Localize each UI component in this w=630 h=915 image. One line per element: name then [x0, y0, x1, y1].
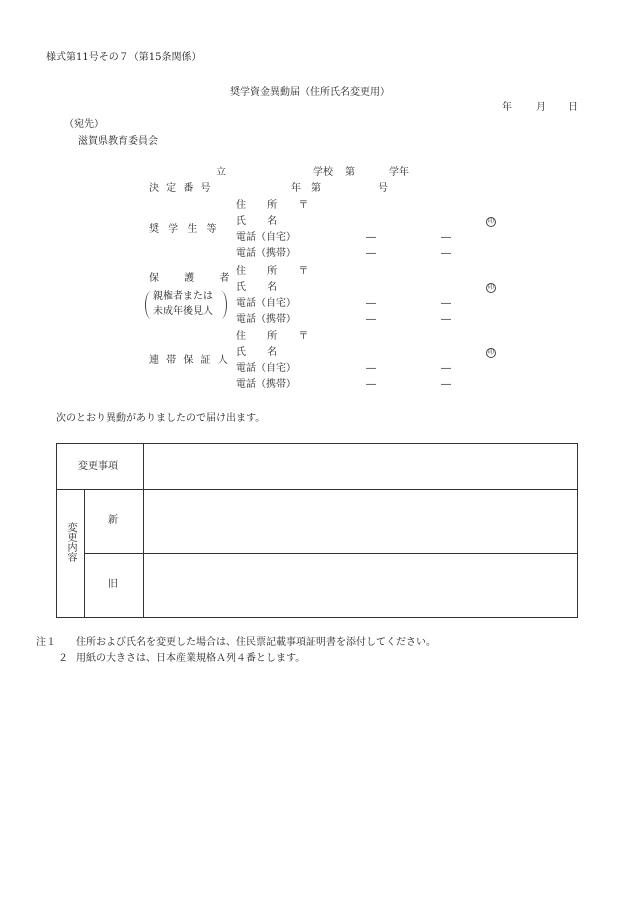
guardian-note-2: 未成年後見人 — [153, 306, 213, 317]
row-divider — [84, 553, 577, 554]
student-section-label: 奨 学 生 等 — [149, 224, 220, 235]
nen-label: 年 — [291, 183, 301, 194]
guardian-phone-home-label: 電話（自宅） — [236, 298, 296, 309]
dai-label: 第 — [345, 167, 355, 178]
form-title: 奨学資金異動届（住所氏名変更用） — [230, 87, 390, 98]
guardian-section-label: 保 護 者 — [149, 273, 230, 284]
date-day: 日 — [568, 102, 578, 113]
addressee: 滋賀県教育委員会 — [78, 136, 158, 147]
dash: ― — [366, 248, 376, 259]
form-number: 様式第11号その７（第15条関係） — [46, 52, 202, 63]
guarantor-name-label: 氏 名 — [236, 347, 278, 358]
old-value-field[interactable] — [147, 557, 573, 613]
guarantor-address-label: 住 所 〒 — [236, 331, 309, 342]
old-label: 旧 — [108, 579, 118, 590]
dash: ― — [366, 298, 376, 309]
note1-label: 注１ — [36, 637, 56, 648]
school-label: 学校 — [313, 167, 333, 178]
guardian-name-label: 氏 名 — [236, 282, 278, 293]
dash: ― — [366, 232, 376, 243]
seal-icon: 印 — [487, 284, 494, 291]
gakunen-label: 学年 — [389, 167, 409, 178]
guarantor-phone-home-label: 電話（自宅） — [236, 363, 296, 374]
dai2-label: 第 — [311, 183, 321, 194]
change-item-field[interactable] — [147, 454, 573, 484]
ritsu-label: 立 — [216, 167, 226, 178]
new-value-field[interactable] — [147, 493, 573, 549]
student-name-label: 氏 名 — [236, 216, 278, 227]
go-label: 号 — [378, 183, 388, 194]
addressee-label: （宛先） — [64, 119, 104, 130]
row-divider — [57, 489, 577, 490]
date-year: 年 — [502, 102, 512, 113]
guarantor-phone-mobile-label: 電話（携帯） — [236, 379, 296, 390]
notice-text: 次のとおり異動がありましたので届け出ます。 — [56, 413, 266, 424]
col-divider — [143, 444, 144, 617]
dash: ― — [366, 363, 376, 374]
dash: ― — [441, 314, 451, 325]
dash: ― — [366, 314, 376, 325]
dash: ― — [366, 379, 376, 390]
note2-label: ２ — [58, 653, 68, 664]
student-phone-mobile-label: 電話（携帯） — [236, 248, 296, 259]
change-item-label: 変更事項 — [78, 461, 118, 472]
dash: ― — [441, 379, 451, 390]
dash: ― — [441, 298, 451, 309]
guarantor-section-label: 連 帯 保 証 人 — [149, 355, 230, 366]
dash: ― — [441, 232, 451, 243]
student-address-label: 住 所 〒 — [236, 200, 309, 211]
guardian-address-label: 住 所 〒 — [236, 266, 309, 277]
change-content-label: 変更内容 — [65, 522, 76, 562]
guardian-phone-mobile-label: 電話（携帯） — [236, 314, 296, 325]
decision-number-label: 決 定 番 号 — [149, 183, 213, 194]
dash: ― — [441, 248, 451, 259]
student-phone-home-label: 電話（自宅） — [236, 232, 296, 243]
seal-icon: 印 — [487, 349, 494, 356]
note2-text: 用紙の大きさは、日本産業規格Ａ列４番とします。 — [76, 653, 306, 664]
seal-icon: 印 — [487, 218, 494, 225]
dash: ― — [441, 363, 451, 374]
date-month: 月 — [536, 102, 546, 113]
new-label: 新 — [108, 515, 118, 526]
guardian-note-1: 親権者または — [153, 291, 213, 302]
note1-text: 住所および氏名を変更した場合は、住民票記載事項証明書を添付してください。 — [76, 637, 436, 648]
